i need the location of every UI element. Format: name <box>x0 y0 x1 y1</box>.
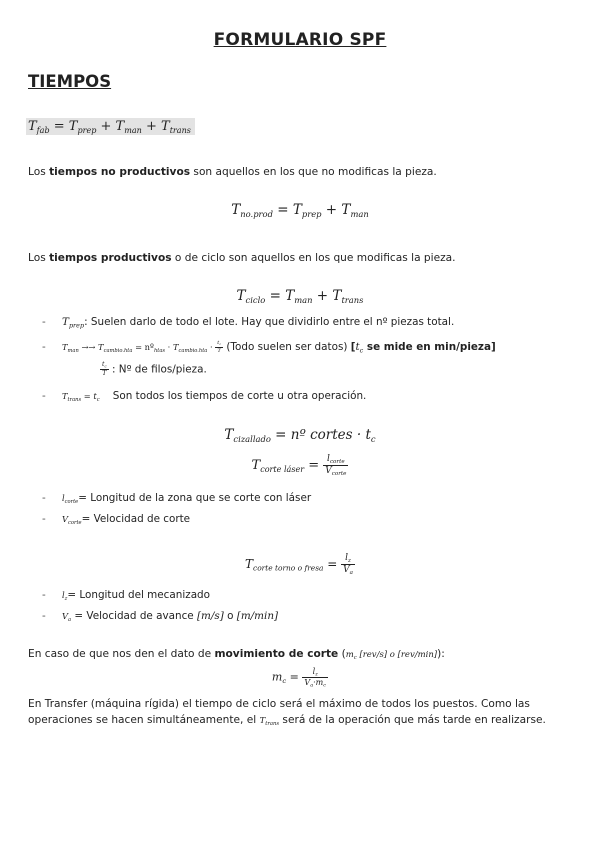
paragraph-no-productivos: Los tiempos no productivos son aquellos en los que no modificas la pieza. <box>28 166 437 178</box>
equation-t-cizallado: $T_{cizallado}$ = nº cortes · $t_c$ <box>224 427 376 444</box>
paragraph-transfer: En Transfer (máquina rígida) el tiempo de ciclo será el máximo de todos los puestos. Como las operaciones se hacen simultáneamente, el $T_{trans}$ será de la operación que más tarde en realizarse. <box>28 698 546 727</box>
list-item-t-man: - $T_{man} \to\to T_{cambio.hta}$ = nº$_{htas}$ · $T_{cambio.hta}$ · $\frac{t_c}{T}$ (Todo suelen ser datos) [$t_c$ se mide en min/pieza] <box>42 340 496 355</box>
paragraph-movimiento-corte: En caso de que nos den el dato de movimiento de corte ($m_c$ [rev/s] o [rev/min]): <box>28 648 445 661</box>
equation-t-torno-fresa: $T_{corte torno o fresa}$ = $\frac{l_z}{V_a}$ <box>245 553 353 576</box>
paragraph-productivos: Los tiempos productivos o de ciclo son aquellos en los que modificas la pieza. <box>28 252 456 264</box>
equation-t-no-prod: $T_{no.prod} = T_{prep} + T_{man}$ <box>231 202 369 219</box>
list-item-l-z: - $l_z=$ Longitud del mecanizado <box>42 589 211 602</box>
section-heading-tiempos: TIEMPOS <box>28 72 112 91</box>
document-title: FORMULARIO SPF <box>213 30 387 50</box>
list-item-l-corte: - $l_{corte}=$ Longitud de la zona que se corte con láser <box>42 492 312 505</box>
equation-m-c: $m_c$ = $\frac{l_z}{V_a\cdot m_c}$ <box>271 667 327 689</box>
list-item-t-prep: - $T_{prep}$: Suelen darlo de todo el lote. Hay que dividirlo entre el nº piezas total. <box>42 316 455 330</box>
formula-t-fab: $T_{fab} = T_{prep} + T_{man} + T_{trans}$ <box>26 118 195 135</box>
list-item-t-trans: - $T_{trans} = t_c$ Son todos los tiempos de corte u otra operación. <box>42 390 367 403</box>
equation-t-ciclo: $T_{ciclo} = T_{man} + T_{trans}$ <box>236 288 364 305</box>
equation-t-corte-laser: $T_{corte láser}$ = $\frac{l_{corte}}{V_{corte}}$ <box>251 454 347 477</box>
list-item-filos: $\frac{t_c}{T}$ : Nº de filos/pieza. <box>102 361 207 378</box>
list-item-v-corte: - $V_{corte}=$ Velocidad de corte <box>42 513 191 526</box>
list-item-v-a: - $V_a$ = Velocidad de avance [m/s] o [m/min] <box>42 610 279 623</box>
